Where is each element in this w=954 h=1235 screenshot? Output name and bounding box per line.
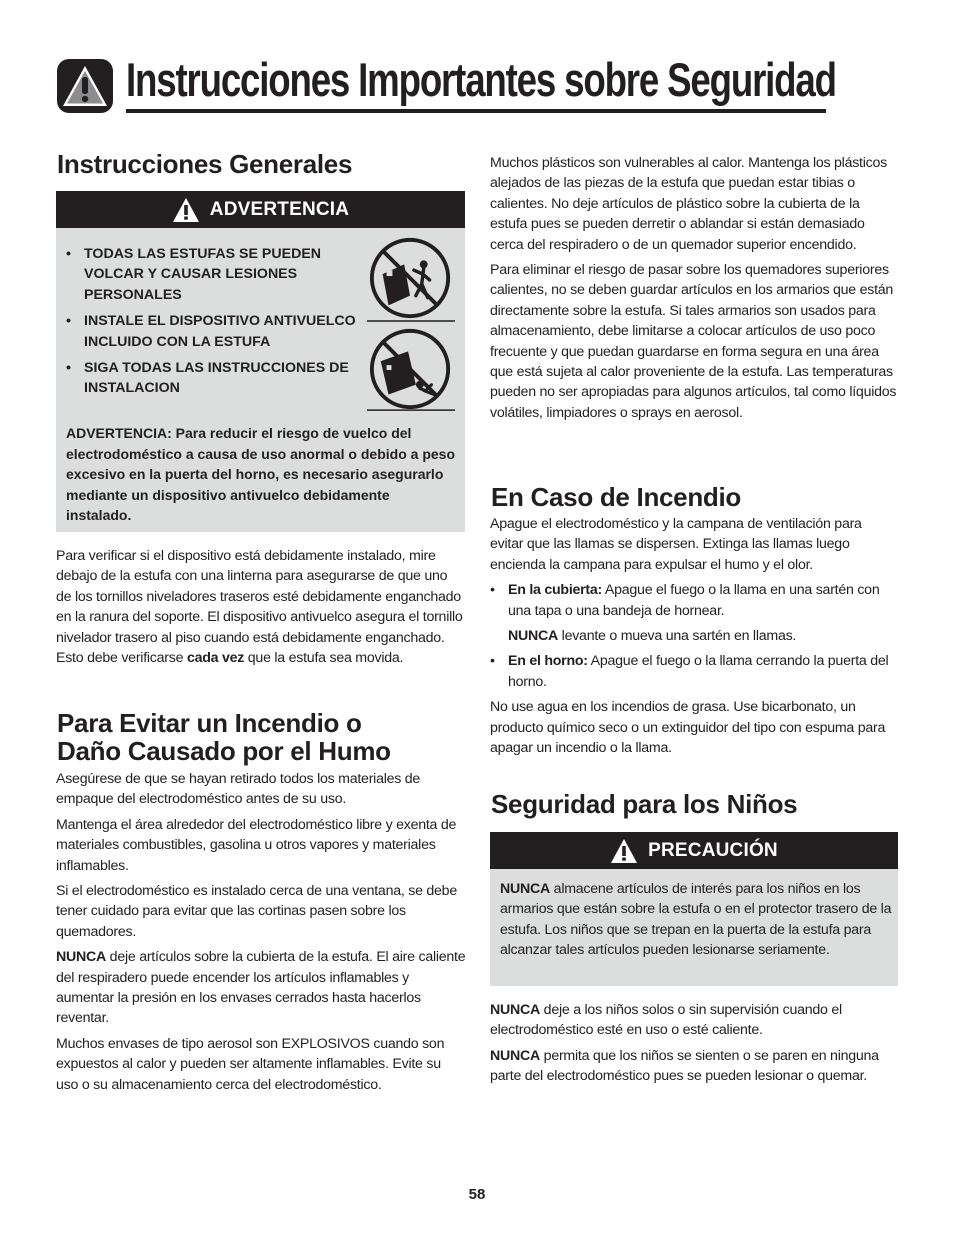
range-tip-over-warning-icon [366, 235, 456, 323]
paragraph: NUNCA permita que los niños se sienten o se paren en ninguna parte del electrodoméstico pues se pueden lesionar o quemar. [490, 1047, 879, 1085]
warning-triangle-icon [56, 58, 114, 114]
fire-prevention-body [56, 769, 466, 1095]
caution-text: NUNCA almacene artículos de interés para los niños en los armarios que están sobre la estufa o en el protector trasero de la estufa. Los niños que se trepan en la puerta de la estufa para alcanzar tales artículos pueden lesionarse seriamente. [500, 881, 892, 959]
section-heading-fire-prevention: Para Evitar un Incendio o Daño Causado por el Humo [57, 708, 391, 766]
fire-list [490, 580, 898, 621]
page-title: Instrucciones Importantes sobre Seguridad [126, 53, 836, 106]
section-heading-fire: En Caso de Incendio [491, 482, 742, 512]
warning-bar [56, 191, 465, 228]
paragraph: NUNCA deje artículos sobre la cubierta de la estufa. El aire caliente del respiradero puede encender los artículos inflamables y aumentar la presión en los envases cerrados hasta hacerlos reventar. [56, 949, 466, 1027]
list-item: • TODAS LAS ESTUFAS SE PUEDEN VOLCAR Y CAUSAR LESIONES PERSONALES [66, 244, 356, 305]
list-item: • INSTALE EL DISPOSITIVO ANTIVUELCO INCLUIDO CON LA ESTUFA [66, 311, 356, 352]
paragraph: Para eliminar el riesgo de pasar sobre los quemadores superiores calientes, no se deben guardar artículos en los armarios que están directamente sobre la estufa. Si tales armarios son usados para almacenamiento, debe limitarse a colocar artículos de uso poco frecuente y que puedan guardarse en forma segura en una área que está sujeta al calor proveniente de la estufa. Las temperaturas pueden no ser apropiadas para algunos artículos, tal como líquidos volátiles, limpiadores o sprays en aerosol. [490, 262, 897, 421]
verify-paragraph: Para verificar si el dispositivo está debidamente instalado, mire debajo de la estufa con una linterna para asegurarse de que uno de los tornillos niveladores traseros esté debidamente enganchado en la ranura del soporte. El dispositivo antivuelco asegura el tornillo nivelador trasero al piso cuando está debidamente enganchado. Esto debe verificarse cada vez que la estufa sea movida. [56, 548, 463, 667]
warning-note: ADVERTENCIA: Para reducir el riesgo de vuelco del electrodoméstico a causa de uso anormal o debido a peso excesivo en la puerta del horno, es necesario asegurarlo mediante un dispositivo antivuelco debidamente instalado. [66, 425, 455, 523]
paragraph: Si el electrodoméstico es instalado cerca de una ventana, se debe tener cuidado para evitar que las cortinas pasen sobre los quemadores. [56, 883, 457, 940]
page-header [56, 53, 836, 116]
list-item: • SIGA TODAS LAS INSTRUCCIONES DE INSTALACION [66, 358, 356, 399]
paragraph: NUNCA deje a los niños solos o sin supervisión cuando el electrodoméstico esté en uso o esté caliente. [490, 1002, 842, 1039]
plastics-body [490, 153, 898, 423]
section-heading-general: Instrucciones Generales [57, 149, 353, 179]
warning-triangle-icon [172, 197, 200, 223]
header-rule [126, 109, 826, 113]
paragraph: NUNCA levante o mueva una sartén en llamas. [508, 628, 797, 645]
warning-label: ADVERTENCIA [209, 198, 350, 220]
warning-box [56, 191, 465, 532]
paragraph: Muchos plásticos son vulnerables al calor. Mantenga los plásticos alejados de las piezas de la estufa que puedan estar tibias o calientes. No deje artículos de plástico sobre la cubierta de la estufa pues se pueden derretir o ablandar si están demasiado cerca del respiradero o de un quemador superior encendido. [490, 155, 887, 253]
caution-label: PRECAUCIÓN [648, 839, 778, 861]
section-heading-children: Seguridad para los Niños [491, 789, 798, 819]
page-number: 58 [468, 1186, 486, 1203]
paragraph: Asegúrese de que se hayan retirado todos los materiales de empaque del electrodoméstico antes de su uso. [56, 771, 421, 808]
fire-list [490, 651, 898, 692]
range-falling-warning-icon [366, 326, 456, 414]
paragraph: Muchos envases de tipo aerosol son EXPLOSIVOS cuando son expuestos al calor y pueden ser altamente inflamables. Evite su uso o su almacenamiento cerca del electrodoméstico. [56, 1035, 445, 1093]
list-item: • En el horno: Apague el fuego o la llama cerrando la puerta del horno. [490, 651, 898, 692]
fire-body [490, 514, 898, 758]
list-item: • En la cubierta: Apague el fuego o la llama en una sartén con una tapa o una bandeja de hornear. [490, 580, 898, 621]
warning-triangle-icon [610, 838, 638, 864]
caution-box [490, 832, 898, 986]
warning-list [66, 244, 356, 399]
paragraph: Mantenga el área alrededor del electrodoméstico libre y exenta de materiales combustibles, gasolina u otros vapores y materiales inflamables. [56, 816, 457, 874]
caution-bar [490, 832, 898, 869]
children-body [490, 1000, 898, 1087]
paragraph: No use agua en los incendios de grasa. Use bicarbonato, un producto químico seco o un extinguidor del tipo con espuma para apagar un incendio o la llama. [490, 699, 886, 757]
paragraph: Apague el electrodoméstico y la campana de ventilación para evitar que las llamas se dispersen. Extinga las llamas luego encienda la campana para expulsar el humo y el olor. [490, 516, 862, 573]
